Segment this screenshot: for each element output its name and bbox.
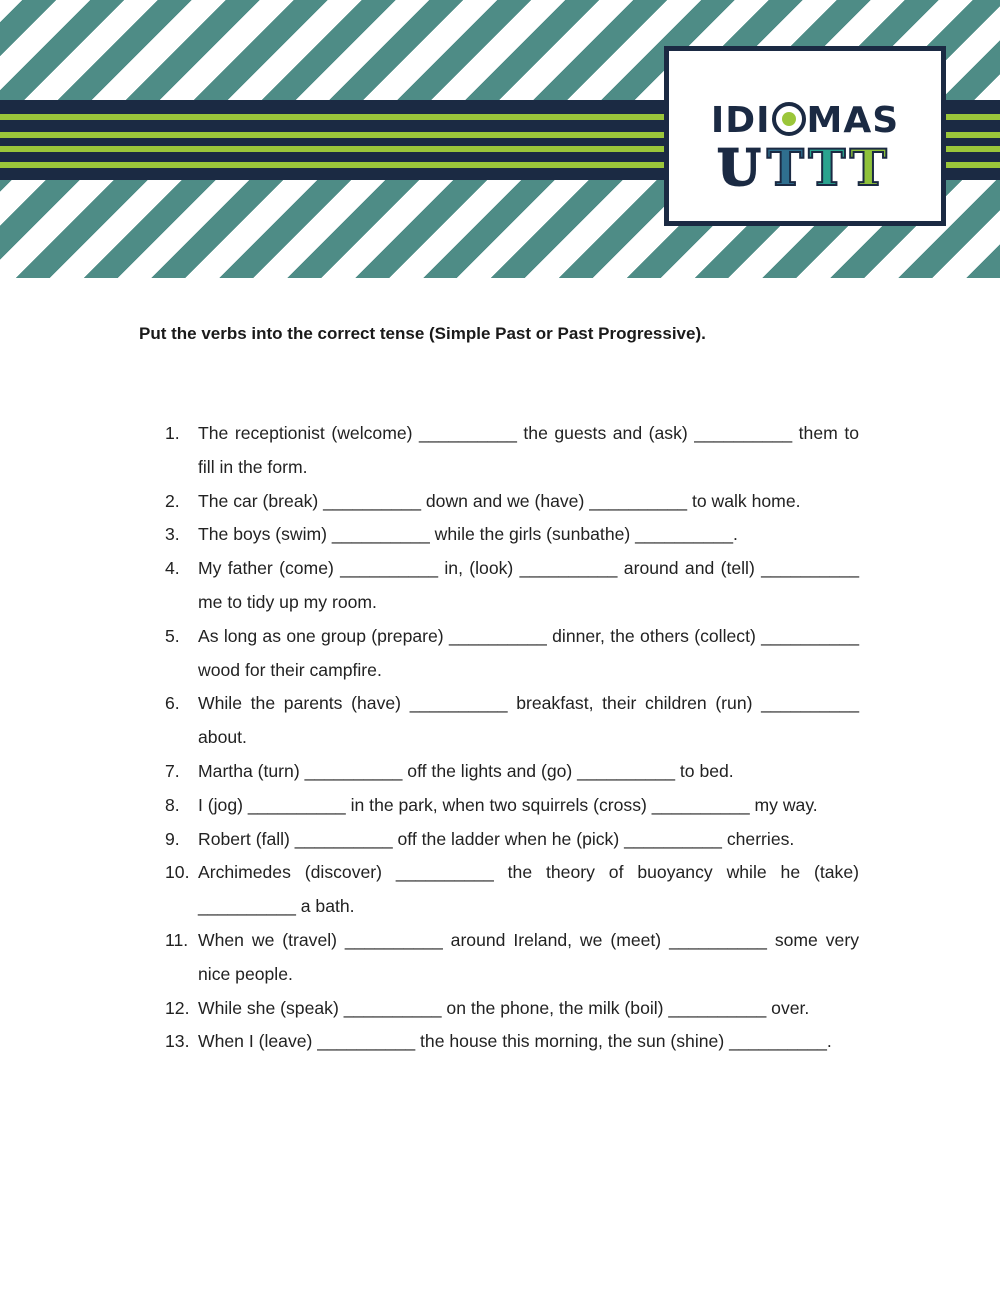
item-text: While she (speak) __________ on the phone, the milk (boil) __________ over.	[198, 997, 810, 1018]
logo-letter: T	[808, 138, 850, 197]
logo-letter: U	[717, 138, 767, 197]
list-item	[165, 620, 859, 688]
item-text: When we (travel) __________ around Ireland, we (meet) __________ some very nice people.	[198, 929, 859, 984]
exercise-list	[165, 417, 859, 1059]
list-item	[165, 518, 859, 552]
item-text: The car (break) __________ down and we (have) __________ to walk home.	[198, 490, 801, 511]
list-item	[165, 485, 859, 519]
item-number: 10.	[165, 862, 190, 883]
item-text: While the parents (have) __________ breakfast, their children (run) __________ about.	[198, 693, 859, 748]
item-text: Archimedes (discover) __________ the theory of buoyancy while he (take) __________ a bath.	[198, 862, 859, 917]
item-number: 4.	[165, 558, 180, 579]
logo-wordmark: IDI MAS	[710, 100, 900, 141]
item-text: The receptionist (welcome) __________ the guests and (ask) __________ them to fill in the form.	[198, 423, 859, 477]
logo-letter: T	[849, 138, 893, 197]
logo-letters	[669, 138, 941, 197]
list-item	[165, 789, 859, 823]
item-text: As long as one group (prepare) __________ dinner, the others (collect) __________ wood for their campfire.	[198, 625, 859, 680]
list-item	[165, 687, 859, 755]
item-number: 5.	[165, 625, 180, 646]
list-item	[165, 924, 859, 992]
list-item	[165, 823, 859, 857]
item-number: 6.	[165, 693, 180, 714]
instructions: Put the verbs into the correct tense (Simple Past or Past Progressive).	[139, 324, 706, 343]
item-number: 11.	[165, 929, 189, 950]
item-number: 3.	[165, 524, 180, 545]
item-number: 12.	[165, 997, 190, 1018]
list-item	[165, 552, 859, 620]
item-number: 2.	[165, 490, 180, 511]
list-item	[165, 992, 859, 1026]
list-item	[165, 1025, 859, 1059]
item-text: Robert (fall) __________ off the ladder when he (pick) __________ cherries.	[198, 828, 795, 849]
item-text: I (jog) __________ in the park, when two squirrels (cross) __________ my way.	[198, 794, 818, 815]
globe-icon	[772, 102, 806, 136]
item-text: When I (leave) __________ the house this morning, the sun (shine) __________.	[198, 1031, 832, 1052]
item-text: Martha (turn) __________ off the lights and (go) __________ to bed.	[198, 760, 734, 781]
list-item	[165, 856, 859, 924]
item-number: 8.	[165, 794, 180, 815]
logo-letter: T	[766, 138, 809, 197]
item-text: The boys (swim) __________ while the girls (sunbathe) __________.	[198, 524, 738, 545]
item-number: 13.	[165, 1031, 190, 1052]
logo	[664, 46, 946, 226]
item-number: 7.	[165, 760, 180, 781]
item-number: 9.	[165, 828, 180, 849]
item-text: My father (come) __________ in, (look) __________ around and (tell) __________ me to tidy up my room.	[198, 558, 859, 612]
list-item	[165, 755, 859, 789]
item-number: 1.	[165, 423, 180, 443]
list-item	[165, 417, 859, 485]
